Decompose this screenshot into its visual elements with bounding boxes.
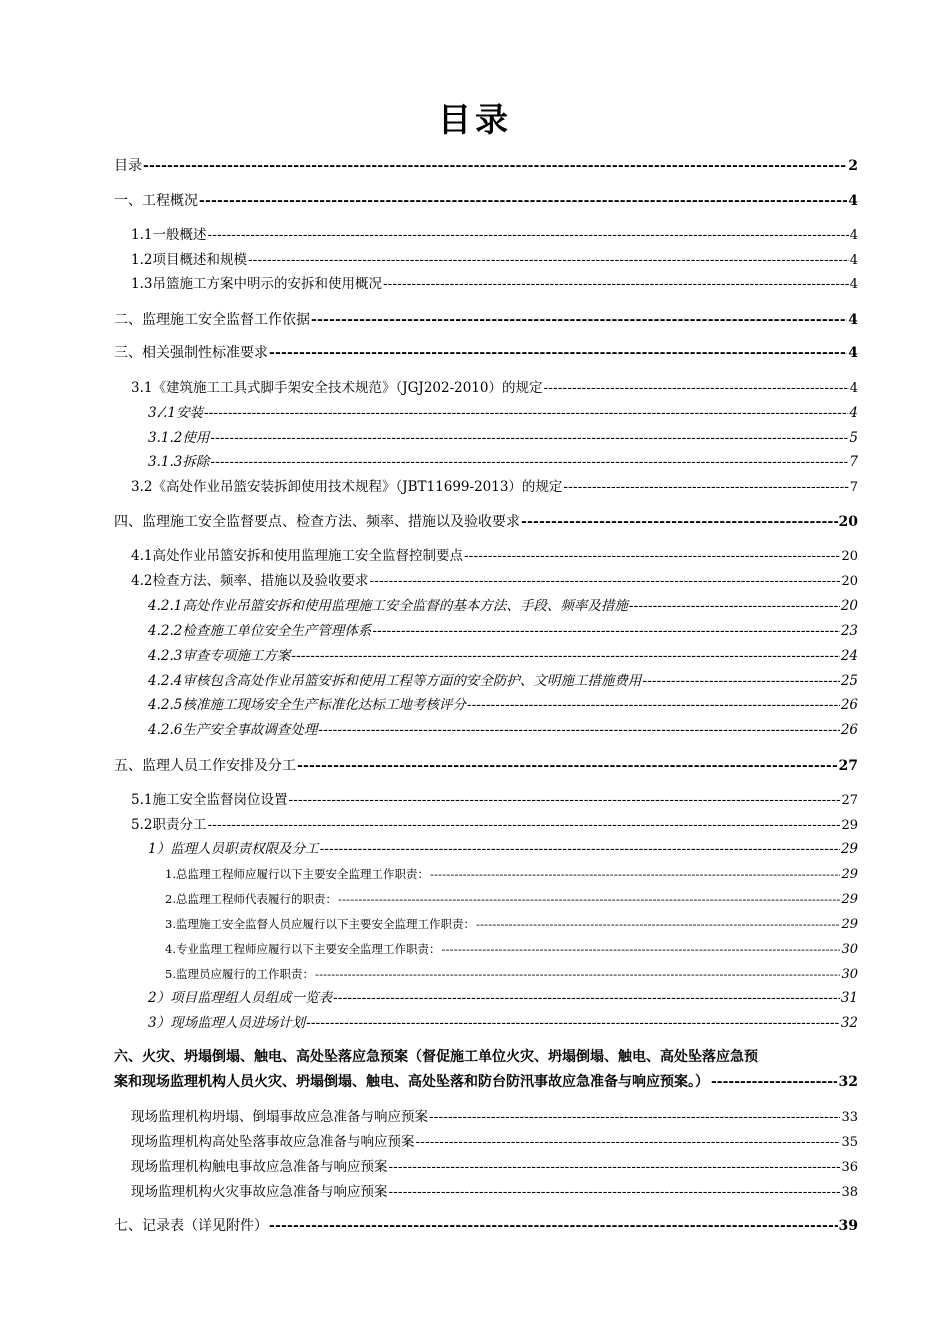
toc-entry[interactable]: 三、相关强制性标准要求 ----- 4 xyxy=(114,343,858,363)
toc-entry[interactable]: 3.监理施工安全监督人员应履行以下主要安全监理工作职责： ----- 29 xyxy=(165,914,858,934)
toc-entry[interactable]: 3.1.3拆除 ----- 7 xyxy=(148,452,858,472)
toc-entry[interactable]: 五、监理人员工作安排及分工 ----- 27 xyxy=(114,756,858,776)
toc-entry[interactable]: 3.1《建筑施工工具式脚手架安全技术规范》（JGJ202-2010）的规定 ----- 4 xyxy=(131,378,858,398)
toc-entry[interactable]: 3.2《高处作业吊篮安装拆卸使用技术规程》（JBT11699-2013）的规定 ----- 7 xyxy=(131,477,858,497)
toc-entry[interactable]: 4.1高处作业吊篮安拆和使用监理施工安全监督控制要点 ----- 20 xyxy=(131,546,858,566)
toc-entry[interactable]: 二、监理施工安全监督工作依据 ----- 4 xyxy=(114,310,858,330)
toc-entry[interactable]: 4.2.5核准施工现场安全生产标准化达标工地考核评分 ----- 26 xyxy=(148,695,858,715)
toc-entry[interactable]: 1.1一般概述 ----- 4 xyxy=(131,225,858,245)
toc-entry[interactable]: 4.2检查方法、频率、措施以及验收要求 ----- 20 xyxy=(131,571,858,591)
toc-entry[interactable]: 4.2.2检查施工单位安全生产管理体系 ----- 23 xyxy=(148,621,858,641)
toc-entry[interactable]: 1）监理人员职责权限及分工 ----- 29 xyxy=(148,839,858,859)
toc-entry[interactable]: 4.专业监理工程师应履行以下主要安全监理工作职责： ----- 30 xyxy=(165,939,858,959)
toc-entry[interactable]: 七、记录表（详见附件） ----- 39 xyxy=(114,1216,858,1236)
toc-entry[interactable]: 4.2.3审查专项施工方案 ----- 24 xyxy=(148,646,858,666)
page-title: 目录 xyxy=(438,100,512,139)
toc-entry[interactable]: 一、工程概况 ----- 4 xyxy=(114,191,858,211)
toc-entry[interactable]: 4.2.6生产安全事故调查处理 ----- 26 xyxy=(148,720,858,740)
toc-entry[interactable]: 4.2.4审核包含高处作业吊篮安拆和使用工程等方面的安全防护、文明施工措施费用 ----- 25 xyxy=(148,671,858,691)
toc-entry[interactable]: 2.总监理工程师代表履行的职责： ----- 29 xyxy=(165,889,858,909)
toc-entry[interactable]: 1.3吊篮施工方案中明示的安拆和使用概况 ----- 4 xyxy=(131,274,858,294)
toc-entry[interactable]: 目录 ----- 2 xyxy=(114,156,858,176)
toc-entry[interactable]: 3）现场监理人员进场计划 ----- 32 xyxy=(148,1013,858,1033)
toc-entry[interactable]: 5.监理员应履行的工作职责： ----- 30 xyxy=(165,964,858,984)
toc-entry[interactable]: 5.1施工安全监督岗位设置 ----- 27 xyxy=(131,790,858,810)
toc-entry[interactable]: 5.2职责分工 ----- 29 xyxy=(131,815,858,835)
toc-entry[interactable]: 1.2项目概述和规模 ----- 4 xyxy=(131,250,858,270)
toc-entry[interactable]: 四、监理施工安全监督要点、检查方法、频率、措施以及验收要求 ----- 20 xyxy=(114,512,858,532)
toc-entry[interactable]: 现场监理机构高处坠落事故应急准备与响应预案 ----- 35 xyxy=(131,1132,858,1152)
toc-entry-multiline[interactable]: 六、火灾、坍塌倒塌、触电、高处坠落应急预案（督促施工单位火灾、坍塌倒塌、触电、高处坠落应急预 案和现场监理机构人员火灾、坍塌倒塌、触电、高处坠落和防台防汛事故应急准备与响应预案。） ----- 32 xyxy=(114,1045,858,1095)
toc-entry[interactable]: 现场监理机构触电事故应急准备与响应预案 ----- 36 xyxy=(131,1157,858,1177)
toc-entry[interactable]: 2）项目监理组人员组成一览表 ----- 31 xyxy=(148,988,858,1008)
toc-entry[interactable]: 现场监理机构火灾事故应急准备与响应预案 ----- 38 xyxy=(131,1182,858,1202)
toc-entry[interactable]: 1.总监理工程师应履行以下主要安全监理工作职责： ----- 29 xyxy=(165,864,858,884)
toc-entry[interactable]: 3.1.2使用 ----- 5 xyxy=(148,428,858,448)
toc-entry[interactable]: 3.⁄.1安装 ----- 4 xyxy=(148,403,858,423)
toc-entry[interactable]: 现场监理机构坍塌、倒塌事故应急准备与响应预案 ----- 33 xyxy=(131,1107,858,1127)
toc-entry[interactable]: 4.2.1高处作业吊篮安拆和使用监理施工安全监督的基本方法、手段、频率及措施 ----- 20 xyxy=(148,596,858,616)
